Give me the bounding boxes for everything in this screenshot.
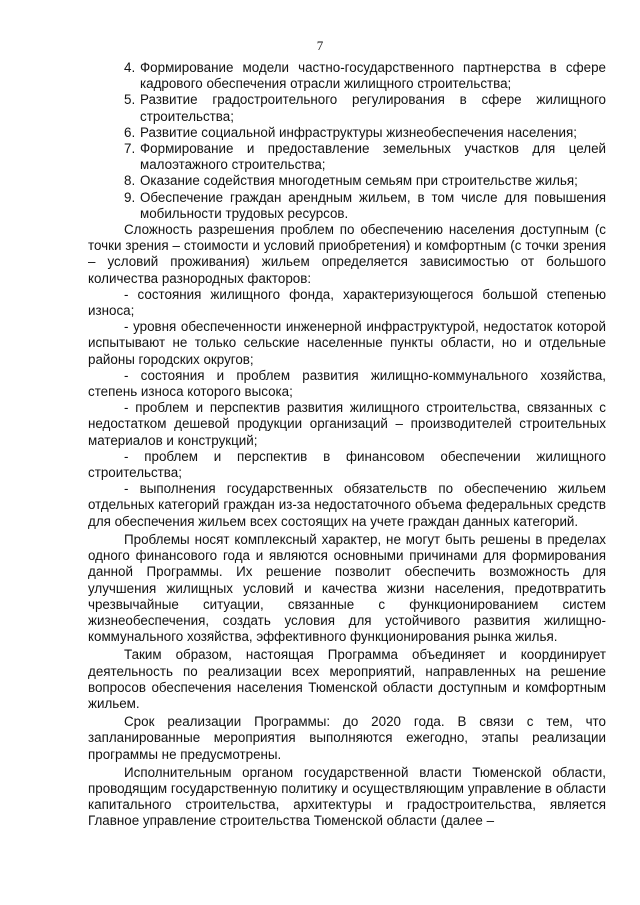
factor-item: - проблем и перспектив в финансовом обеспечении жилищного строительства;	[88, 448, 606, 481]
list-item-number: 4.	[124, 60, 136, 75]
executor-paragraph: Исполнительным органом государственной власти Тюменской области, проводящим государственную политику и осуществляющим управление в области капитального строительства, архитектуры и градостроительства, является Главное управление строительства Тюменской области (далее –	[88, 764, 606, 829]
list-item	[88, 125, 606, 141]
list-item-number: 9.	[124, 189, 136, 205]
list-item	[88, 60, 606, 92]
list-item-number: 5.	[124, 92, 136, 108]
factor-item: - проблем и перспектив развития жилищного строительства, связанных с недостатком дешевой продукции организаций – производителей строительных материалов и конструкций;	[88, 400, 606, 448]
list-item-text: Формирование модели частно-государственного партнерства в сфере кадрового обеспечения отрасли жилищного строительства;	[140, 60, 606, 92]
list-item-number: 8.	[124, 173, 136, 189]
problems-paragraph: Проблемы носят комплексный характер, не могут быть решены в пределах одного финансового года и являются основными причинами для формирования данной Программы. Их решение позволит обеспечить возможность для улучшения жилищных условий и качества жизни населения, предотвратить чрезвычайные ситуации, связанные с функционированием систем жизнеобеспечения, создать условия для устойчивого развития жилищно-коммунального хозяйства, эффективного функционирования рынка жилья.	[88, 531, 606, 645]
list-item	[88, 141, 606, 173]
list-item-text: Обеспечение граждан арендным жильем, в том числе для повышения мобильности трудовых ресурсов.	[140, 189, 606, 221]
complexity-paragraph: Сложность разрешения проблем по обеспечению населения доступным (с точки зрения – стоимости и условий приобретения) и комфортным (с точки зрения – условий проживания) жильем определяется зависимостью от большого количества разнородных факторов:	[88, 222, 606, 286]
factor-item: - состояния жилищного фонда, характеризующегося большой степенью износа;	[88, 286, 606, 319]
factor-item: - выполнения государственных обязательств по обеспечению жильем отдельных категорий граждан из-за недостаточного объема федеральных средств для обеспечения жильем всех состоящих на учете граждан данных категорий.	[88, 481, 606, 529]
list-item	[88, 190, 606, 222]
coordination-paragraph: Таким образом, настоящая Программа объединяет и координирует деятельность по реализации всех мероприятий, направленных на решение вопросов обеспечения населения Тюменской области доступным и комфортным жильем.	[88, 647, 606, 711]
page-number: 7	[316, 38, 324, 53]
list-item	[88, 173, 606, 189]
term-paragraph: Срок реализации Программы: до 2020 года. В связи с тем, что запланированные мероприятия выполняются ежегодно, этапы реализации программы не предусмотрены.	[88, 714, 606, 762]
list-item	[88, 92, 606, 124]
list-item-text: Оказание содействия многодетным семьям при строительстве жилья;	[140, 173, 578, 189]
list-item-text: Формирование и предоставление земельных участков для целей малоэтажного строительства;	[140, 141, 606, 173]
list-item-number: 6.	[124, 124, 136, 140]
factor-item: - состояния и проблем развития жилищно-коммунального хозяйства, степень износа которого высока;	[88, 367, 606, 400]
document-body	[88, 60, 606, 830]
list-item-text: Развитие градостроительного регулирования в сфере жилищного строительства;	[140, 92, 606, 124]
list-item-number: 7.	[124, 141, 136, 157]
goals-list	[88, 60, 606, 222]
list-item-text: Развитие социальной инфраструктуры жизнеобеспечения населения;	[140, 124, 577, 140]
factor-item: - уровня обеспеченности инженерной инфраструктурой, недостаток которой испытывают не только сельские населенные пункты области, но и отдельные районы городских округов;	[88, 319, 606, 367]
